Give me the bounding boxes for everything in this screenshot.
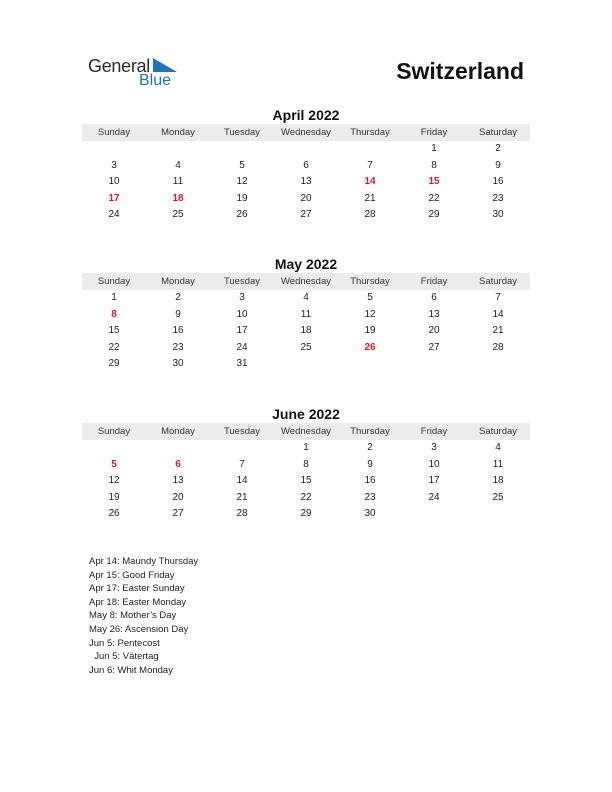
week-row [82, 207, 530, 224]
day-cell: 28 [364, 209, 376, 221]
day-cell: 22 [300, 491, 312, 503]
day-cell: 11 [492, 458, 504, 470]
week-row [82, 174, 530, 191]
day-cell: 7 [239, 458, 245, 470]
week-row [82, 473, 530, 490]
country-title: Switzerland [396, 58, 524, 84]
day-cell: 20 [300, 192, 312, 204]
weekday-label: Thursday [350, 127, 390, 138]
holiday-list-item: Apr 17: Easter Sunday [89, 583, 185, 595]
weekday-label: Friday [420, 276, 448, 287]
weekday-label: Wednesday [281, 127, 331, 138]
holiday-list-item: Apr 14: Maundy Thursday [89, 556, 199, 567]
holiday-day-cell: 14 [364, 176, 376, 188]
day-cell: 16 [172, 325, 184, 337]
weekday-label: Saturday [478, 127, 518, 138]
day-cell: 9 [495, 159, 501, 171]
weekday-label: Tuesday [223, 127, 261, 138]
weekday-label: Monday [161, 426, 195, 437]
day-cell: 27 [428, 341, 440, 353]
day-cell: 27 [172, 508, 184, 520]
weekday-label: Saturday [478, 426, 518, 437]
day-cell: 1 [303, 442, 309, 453]
month-title: April 2022 [272, 107, 340, 123]
week-row [82, 440, 530, 457]
day-cell: 4 [303, 292, 309, 303]
day-cell: 5 [239, 159, 245, 171]
weekday-label: Sunday [97, 276, 131, 287]
day-cell: 14 [236, 475, 248, 487]
day-cell: 18 [300, 325, 312, 337]
day-cell: 6 [431, 292, 437, 303]
day-cell: 7 [367, 159, 373, 171]
day-cell: 18 [492, 475, 504, 487]
weekday-label: Thursday [350, 276, 390, 287]
day-cell: 10 [236, 308, 248, 320]
day-cell: 11 [172, 176, 184, 188]
day-cell [82, 440, 146, 457]
day-cell: 1 [431, 143, 437, 154]
day-cell: 12 [108, 475, 120, 487]
day-cell: 29 [300, 508, 312, 520]
day-cell [210, 141, 274, 158]
day-cell: 19 [364, 325, 376, 337]
week-row [82, 490, 530, 507]
week-row [82, 506, 530, 523]
day-cell [402, 506, 466, 523]
day-cell: 7 [495, 292, 501, 303]
day-cell: 9 [175, 308, 181, 320]
day-cell: 8 [431, 159, 437, 171]
day-cell: 13 [428, 308, 440, 320]
day-cell: 21 [236, 491, 248, 503]
weekday-label: Friday [420, 426, 448, 437]
day-cell: 22 [108, 341, 120, 353]
weekday-label: Friday [420, 127, 448, 138]
weekday-header-row [82, 273, 530, 290]
day-cell: 23 [492, 192, 504, 204]
day-cell [338, 356, 402, 373]
month-calendar [82, 405, 530, 523]
weekday-label: Wednesday [281, 276, 331, 287]
week-row [82, 340, 530, 357]
logo-text-blue: Blue [139, 72, 172, 89]
holiday-list-item: Jun 6: Whit Monday [89, 664, 173, 676]
weekday-label: Monday [161, 127, 195, 138]
day-cell: 9 [367, 458, 373, 470]
holiday-day-cell: 6 [175, 458, 181, 470]
day-cell [146, 440, 210, 457]
day-cell: 30 [172, 358, 184, 370]
day-cell: 24 [236, 341, 248, 353]
day-cell: 31 [236, 358, 248, 370]
weekday-label: Monday [161, 276, 195, 287]
day-cell: 11 [300, 308, 312, 320]
holiday-list-item: Jun 5: Vätertag [89, 651, 159, 663]
day-cell: 13 [172, 475, 184, 487]
holiday-list-item: May 26: Ascension Day [89, 623, 189, 635]
day-cell: 25 [172, 209, 184, 221]
weekday-header-row [82, 124, 530, 141]
day-cell [466, 356, 530, 373]
holiday-list-item: May 8: Mother’s Day [89, 610, 177, 622]
day-cell: 28 [236, 508, 248, 520]
day-cell: 13 [300, 176, 312, 188]
weekday-label: Sunday [97, 127, 131, 138]
holiday-day-cell: 5 [111, 458, 117, 470]
day-cell: 20 [172, 491, 184, 503]
day-cell: 2 [175, 292, 181, 303]
week-row [82, 307, 530, 324]
day-cell: 30 [364, 508, 376, 520]
day-cell: 26 [108, 508, 120, 520]
day-cell: 22 [428, 192, 440, 204]
month-calendar [82, 255, 530, 373]
day-cell: 29 [428, 209, 440, 221]
day-cell [466, 506, 530, 523]
day-cell: 10 [108, 176, 120, 188]
day-cell: 25 [492, 491, 504, 503]
holiday-day-cell: 8 [111, 308, 117, 320]
generalblue-logo [88, 56, 188, 96]
holiday-list-item: Apr 18: Easter Monday [89, 596, 187, 608]
day-cell: 1 [111, 292, 117, 303]
day-cell: 10 [428, 458, 440, 470]
week-row [82, 158, 530, 175]
holiday-day-cell: 26 [364, 341, 376, 353]
day-cell: 30 [492, 209, 504, 221]
day-cell: 29 [108, 358, 120, 370]
day-cell: 17 [236, 325, 248, 337]
holiday-list [89, 555, 198, 677]
day-cell: 4 [495, 442, 501, 453]
day-cell: 12 [364, 308, 376, 320]
month-calendar [82, 106, 530, 224]
day-cell: 2 [367, 442, 373, 453]
day-cell: 27 [300, 209, 312, 221]
weekday-label: Sunday [97, 426, 131, 437]
day-cell: 28 [492, 341, 504, 353]
day-cell [274, 141, 338, 158]
holiday-day-cell: 15 [428, 176, 440, 188]
day-cell [338, 141, 402, 158]
weekday-label: Tuesday [223, 426, 261, 437]
day-cell [210, 440, 274, 457]
day-cell: 23 [172, 341, 184, 353]
day-cell: 24 [108, 209, 120, 221]
day-cell: 20 [428, 325, 440, 337]
week-row [82, 457, 530, 474]
day-cell: 21 [492, 325, 504, 337]
day-cell: 3 [111, 159, 117, 171]
day-cell: 5 [367, 292, 373, 303]
day-cell: 12 [236, 176, 248, 188]
month-title: May 2022 [274, 256, 338, 272]
day-cell: 26 [236, 209, 248, 221]
day-cell: 15 [300, 475, 312, 487]
logo-triangle-icon [153, 58, 177, 72]
week-row [82, 290, 530, 307]
day-cell: 16 [492, 176, 504, 188]
month-title: June 2022 [272, 406, 340, 422]
weekday-label: Wednesday [281, 426, 331, 437]
week-row [82, 356, 530, 373]
day-cell: 19 [236, 192, 248, 204]
holiday-list-item: Apr 15: Good Friday [89, 569, 175, 581]
day-cell: 23 [364, 491, 376, 503]
day-cell: 3 [431, 442, 437, 453]
day-cell: 19 [108, 491, 120, 503]
day-cell: 25 [300, 341, 312, 353]
day-cell [402, 356, 466, 373]
day-cell: 6 [303, 159, 309, 171]
day-cell: 2 [495, 143, 501, 154]
weekday-label: Tuesday [223, 276, 261, 287]
day-cell: 16 [364, 475, 376, 487]
holiday-list-item: Jun 5: Pentecost [89, 637, 160, 649]
day-cell [82, 141, 146, 158]
day-cell: 4 [175, 159, 181, 171]
holiday-day-cell: 17 [108, 192, 120, 204]
day-cell [146, 141, 210, 158]
week-row [82, 141, 530, 158]
day-cell: 3 [239, 292, 245, 303]
weekday-label: Thursday [350, 426, 390, 437]
week-row [82, 323, 530, 340]
day-cell [274, 356, 338, 373]
weekday-header-row [82, 423, 530, 440]
day-cell: 21 [364, 192, 376, 204]
week-row [82, 191, 530, 208]
day-cell: 15 [108, 325, 120, 337]
weekday-label: Saturday [478, 276, 518, 287]
holiday-day-cell: 18 [172, 192, 184, 204]
logo-text-general: General [88, 56, 150, 76]
day-cell: 14 [492, 308, 504, 320]
day-cell: 24 [428, 491, 440, 503]
day-cell: 8 [303, 458, 309, 470]
day-cell: 17 [428, 475, 440, 487]
